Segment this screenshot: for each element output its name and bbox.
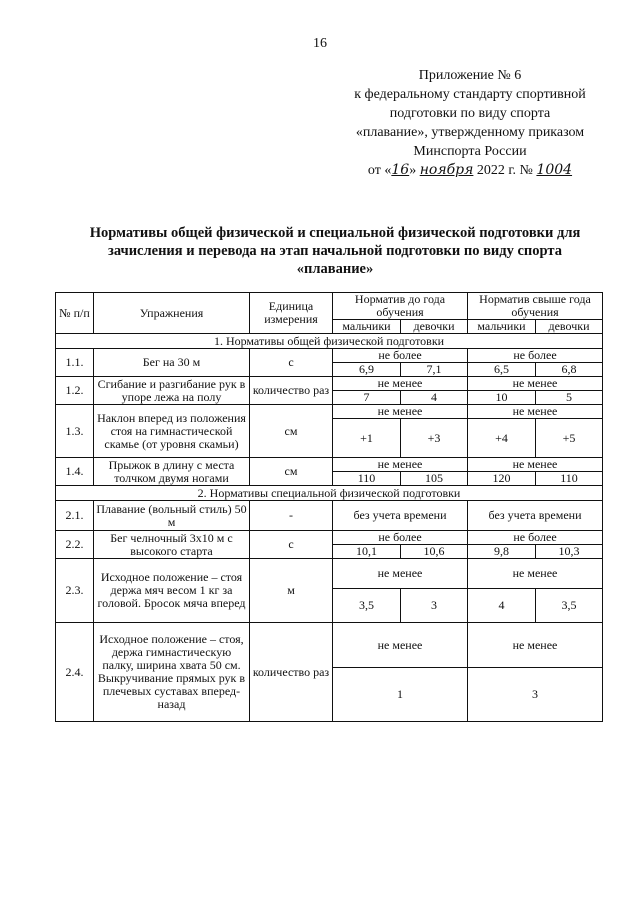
appendix-line5: Минспорта России xyxy=(413,144,527,159)
row-unit: количество раз xyxy=(250,377,333,405)
value-cell: 6,8 xyxy=(536,363,603,377)
appendix-date-line xyxy=(330,161,610,180)
value-cell: 3 xyxy=(401,589,468,623)
row-condition: не менее xyxy=(468,559,603,589)
value-cell: +1 xyxy=(333,419,401,458)
row-condition: не менее xyxy=(468,405,603,419)
value-cell: 110 xyxy=(333,472,401,486)
row-condition: не менее xyxy=(333,405,468,419)
value-cell: 110 xyxy=(536,472,603,486)
row-condition: не более xyxy=(333,531,468,545)
table-row xyxy=(56,501,603,531)
standards-table xyxy=(55,292,603,722)
value-cell: 6,5 xyxy=(468,363,536,377)
row-num: 2.3. xyxy=(56,559,94,623)
row-condition: не менее xyxy=(333,559,468,589)
row-num: 1.3. xyxy=(56,405,94,458)
row-condition: не более xyxy=(333,349,468,363)
header-boys: мальчики xyxy=(468,320,536,334)
section-2-title: 2. Нормативы специальной физической подготовки xyxy=(56,486,603,501)
header-girls: девочки xyxy=(401,320,468,334)
table-row xyxy=(56,559,603,589)
page-number: 16 xyxy=(313,36,327,51)
row-unit: см xyxy=(250,405,333,458)
header-norm-under-year: Норматив до года обучения xyxy=(333,293,468,320)
value-cell: +5 xyxy=(536,419,603,458)
row-exercise: Плавание (вольный стиль) 50 м xyxy=(94,501,250,531)
header-row-1 xyxy=(56,293,603,320)
row-unit: см xyxy=(250,458,333,486)
value-cell: 3 xyxy=(468,668,603,722)
value-cell: +3 xyxy=(401,419,468,458)
section-1-title: 1. Нормативы общей физической подготовки xyxy=(56,334,603,349)
row-num: 2.1. xyxy=(56,501,94,531)
table-row xyxy=(56,458,603,472)
row-num: 1.1. xyxy=(56,349,94,377)
appendix-header xyxy=(330,66,610,180)
value-cell: +4 xyxy=(468,419,536,458)
value-cell: 10 xyxy=(468,391,536,405)
value-cell: 3,5 xyxy=(536,589,603,623)
row-num: 1.4. xyxy=(56,458,94,486)
row-condition: не более xyxy=(468,531,603,545)
row-num: 2.2. xyxy=(56,531,94,559)
date-year: 2022 г. № xyxy=(476,163,533,178)
table-row xyxy=(56,405,603,419)
header-num: № п/п xyxy=(56,293,94,334)
value-cell: без учета времени xyxy=(468,501,603,531)
value-cell: 10,6 xyxy=(401,545,468,559)
order-number: 1004 xyxy=(536,162,573,178)
row-num: 2.4. xyxy=(56,623,94,722)
header-exercise: Упражнения xyxy=(94,293,250,334)
row-exercise: Наклон вперед из положения стоя на гимнастической скамье (от уровня скамьи) xyxy=(94,405,250,458)
value-cell: 10,3 xyxy=(536,545,603,559)
value-cell: 4 xyxy=(468,589,536,623)
value-cell: 4 xyxy=(401,391,468,405)
value-cell: 7 xyxy=(333,391,401,405)
row-unit: количество раз xyxy=(250,623,333,722)
value-cell: 1 xyxy=(333,668,468,722)
table-row xyxy=(56,377,603,391)
value-cell: 9,8 xyxy=(468,545,536,559)
appendix-line2: к федеральному стандарту спортивной xyxy=(354,87,586,102)
value-cell: 105 xyxy=(401,472,468,486)
date-mid: » xyxy=(409,163,417,178)
table-row xyxy=(56,531,603,545)
header-norm-over-year: Норматив свыше года обучения xyxy=(468,293,603,320)
appendix-line1: Приложение № 6 xyxy=(418,68,522,83)
date-day: 16 xyxy=(391,162,410,178)
value-cell: 5 xyxy=(536,391,603,405)
value-cell: 120 xyxy=(468,472,536,486)
row-condition: не менее xyxy=(333,623,468,668)
row-condition: не более xyxy=(468,349,603,363)
appendix-line3: подготовки по виду спорта xyxy=(389,106,551,121)
row-exercise: Сгибание и разгибание рук в упоре лежа на полу xyxy=(94,377,250,405)
row-exercise: Бег челночный 3х10 м с высокого старта xyxy=(94,531,250,559)
document-title: Нормативы общей физической и специальной физической подготовки для зачисления и перевода на этап начальной подготовки по виду спорта «плавание» xyxy=(89,225,581,277)
date-prefix: от « xyxy=(367,163,392,178)
header-boys: мальчики xyxy=(333,320,401,334)
row-exercise: Исходное положение – стоя, держа гимнастическую палку, ширина хвата 50 см. Выкручивание прямых рук в плечевых суставах вперед-назад xyxy=(94,623,250,722)
row-exercise: Исходное положение – стоя держа мяч весом 1 кг за головой. Бросок мяча вперед xyxy=(94,559,250,623)
date-month: ноября xyxy=(419,162,474,178)
row-exercise: Бег на 30 м xyxy=(94,349,250,377)
value-cell: без учета времени xyxy=(333,501,468,531)
row-exercise: Прыжок в длину с места толчком двумя ногами xyxy=(94,458,250,486)
value-cell: 6,9 xyxy=(333,363,401,377)
row-condition: не менее xyxy=(333,377,468,391)
row-condition: не менее xyxy=(333,458,468,472)
appendix-line4: «плавание», утвержденному приказом xyxy=(355,125,585,140)
row-unit: с xyxy=(250,531,333,559)
header-unit: Единица измерения xyxy=(250,293,333,334)
section-row xyxy=(56,334,603,349)
table-row xyxy=(56,349,603,363)
value-cell: 3,5 xyxy=(333,589,401,623)
row-unit: м xyxy=(250,559,333,623)
value-cell: 10,1 xyxy=(333,545,401,559)
row-condition: не менее xyxy=(468,377,603,391)
row-condition: не менее xyxy=(468,623,603,668)
row-unit: - xyxy=(250,501,333,531)
row-unit: с xyxy=(250,349,333,377)
row-num: 1.2. xyxy=(56,377,94,405)
row-condition: не менее xyxy=(468,458,603,472)
section-row xyxy=(56,486,603,501)
table-row xyxy=(56,623,603,668)
header-girls: девочки xyxy=(536,320,603,334)
value-cell: 7,1 xyxy=(401,363,468,377)
